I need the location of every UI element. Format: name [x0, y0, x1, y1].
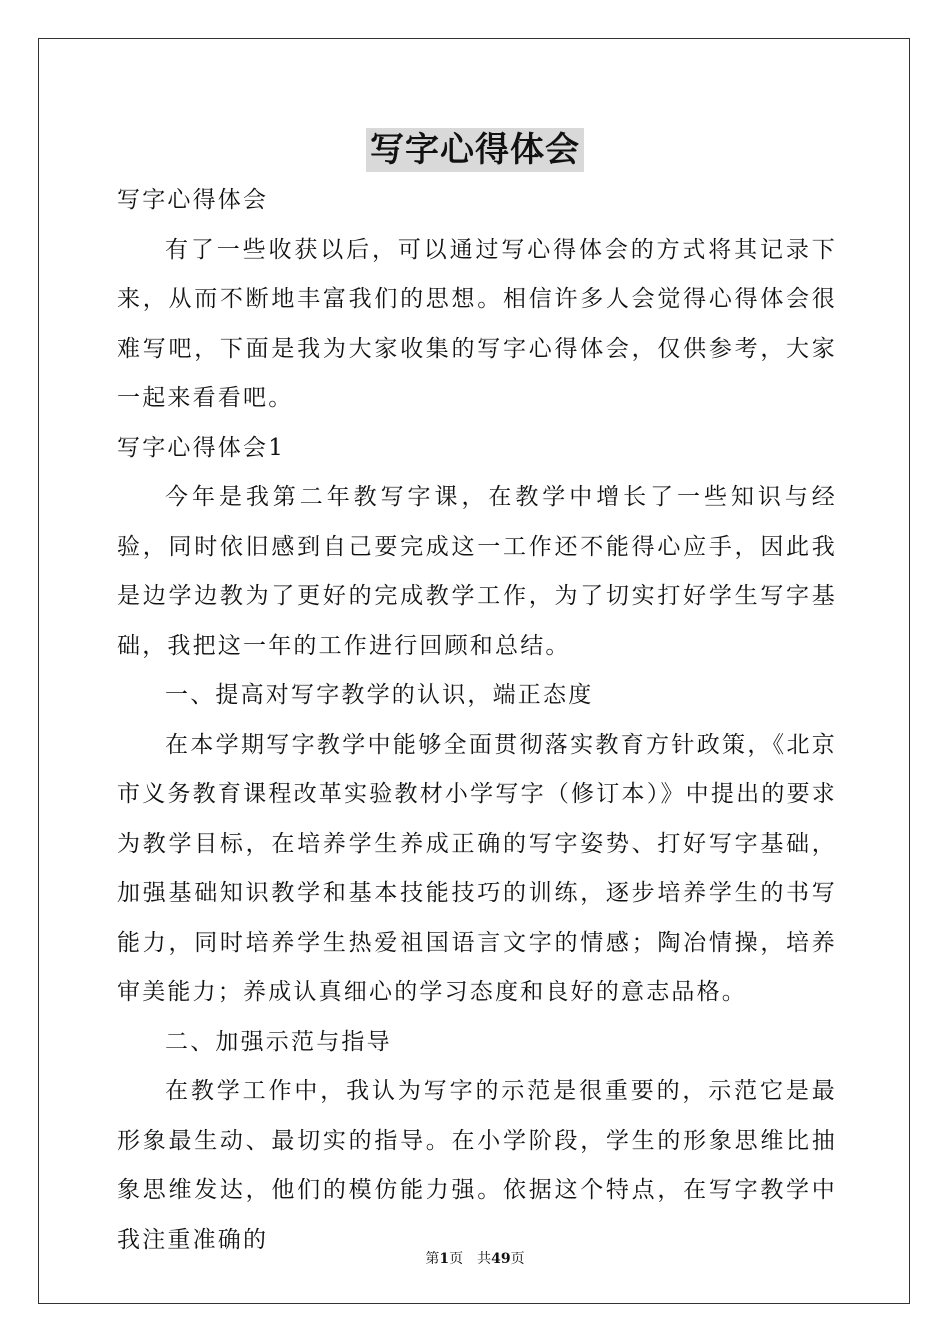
title-container [0, 128, 950, 172]
paragraph-intro: 有了一些收获以后，可以通过写心得体会的方式将其记录下来，从而不断地丰富我们的思想。相信许多人会觉得心得体会很难写吧，下面是我为大家收集的写字心得体会，仅供参考，大家一起来看看吧。 [117, 236, 837, 411]
paragraph: 今年是我第二年教写字课，在教学中增长了一些知识与经验，同时依旧感到自己要完成这一工作还不能得心应手，因此我是边学边教为了更好的完成教学工作，为了切实打好学生写字基础，我把这一年的工作进行回顾和总结。 [117, 484, 837, 659]
total-pages: 49 [491, 1251, 511, 1267]
paragraph: 在教学工作中，我认为写字的示范是很重要的，示范它是最形象最生动、最切实的指导。在小学阶段，学生的形象思维比抽象思维发达，他们的模仿能力强。依据这个特点，在写字教学中我注重准确的 [117, 1078, 837, 1253]
page-footer [0, 1248, 950, 1268]
paragraph-subtitle: 写字心得体会 [117, 187, 269, 213]
total-prefix: 共 [477, 1251, 492, 1267]
page-suffix: 页 [449, 1251, 464, 1267]
paragraph-heading-one: 一、提高对写字教学的认识，端正态度 [165, 682, 594, 708]
page-prefix: 第 [425, 1251, 440, 1267]
total-suffix: 页 [510, 1251, 525, 1267]
document-body [117, 176, 837, 1265]
paragraph: 在本学期写字教学中能够全面贯彻落实教育方针政策，《北京市义务教育课程改革实验教材小学写字（修订本）》中提出的要求为教学目标，在培养学生养成正确的写字姿势、打好写字基础，加强基础知识教学和基本技能技巧的训练，逐步培养学生的书写能力，同时培养学生热爱祖国语言文字的情感；陶冶情操，培养审美能力；养成认真细心的学习态度和良好的意志品格。 [117, 731, 837, 1005]
page-number: 1 [439, 1251, 450, 1267]
document-title: 写字心得体会 [366, 128, 584, 172]
paragraph-section-heading: 写字心得体会1 [117, 434, 286, 461]
paragraph-heading-two: 二、加强示范与指导 [165, 1028, 392, 1055]
